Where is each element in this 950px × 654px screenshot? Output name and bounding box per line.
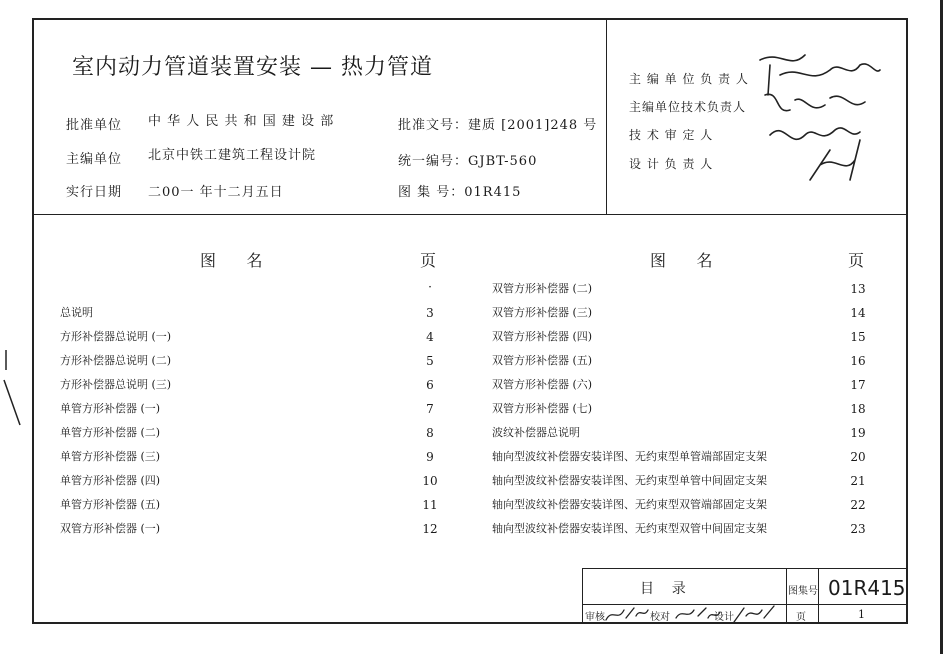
approval-doc: 批准文号：建质 [2001]248 号 — [398, 118, 598, 133]
list-item-page: 8 — [426, 426, 434, 440]
list-item: 双管方形补偿器 (四) — [492, 330, 593, 343]
list-item: 双管方形补偿器 (一) — [60, 522, 161, 535]
title-block-title: 目 录 — [640, 581, 686, 597]
list-item: 双管方形补偿器 (五) — [492, 354, 593, 367]
approving-unit-label: 批准单位 — [66, 118, 123, 133]
effective-date-value: 二00一 年十二月五日 — [148, 185, 284, 200]
title-block-divider — [786, 568, 787, 624]
list-item: 单管方形补偿器 (一) — [60, 402, 161, 415]
list-item-page: 7 — [426, 402, 434, 416]
list-item-page: 6 — [426, 378, 434, 392]
title-block-left-line — [582, 568, 583, 624]
margin-mark — [0, 350, 30, 430]
list-item: 双管方形补偿器 (七) — [492, 402, 593, 415]
list-item: 双管方形补偿器 (三) — [492, 306, 593, 319]
list-item-page: 13 — [850, 282, 866, 296]
title-block-divider — [818, 568, 819, 624]
list-item-page: 22 — [850, 498, 866, 512]
list-item: 轴向型波纹补偿器安装详图、无约束型单管端部固定支架 — [492, 450, 767, 463]
list-item-page: 15 — [850, 330, 866, 344]
editing-unit-label: 主编单位 — [66, 152, 123, 167]
handwritten-signatures — [750, 40, 890, 190]
list-item-page: 11 — [422, 498, 438, 512]
list-item-page: 19 — [850, 426, 866, 440]
list-item-page: 17 — [850, 378, 866, 392]
list-item: 方形补偿器总说明 (三) — [60, 378, 172, 391]
page-edge — [940, 0, 943, 654]
list-item-page: 16 — [850, 354, 866, 368]
page-title: 室内动力管道装置安装 — 热力管道 — [72, 55, 433, 80]
left-header-name: 图 名 — [200, 251, 263, 270]
list-item: 轴向型波纹补偿器安装详图、无约束型双管端部固定支架 — [492, 498, 767, 511]
list-item-page: 23 — [850, 522, 866, 536]
list-item: 波纹补偿器总说明 — [492, 426, 580, 439]
list-item-page: 20 — [850, 450, 866, 464]
responsible-line: 主 编 单 位 负 责 人 — [629, 72, 749, 86]
atlas-number: 图 集 号：01R415 — [398, 185, 522, 200]
header-divider — [32, 214, 908, 215]
design-label: 设计 — [714, 612, 734, 623]
list-item: 轴向型波纹补偿器安装详图、无约束型双管中间固定支架 — [492, 522, 767, 535]
title-block-signatures — [604, 604, 784, 624]
atlas-value: 01R415 — [828, 576, 906, 600]
list-item-page: 21 — [850, 474, 866, 488]
list-item-page: 4 — [426, 330, 434, 344]
responsible-line: 主编单位技术负责人 — [629, 100, 747, 114]
review-label: 审核 — [585, 612, 605, 623]
list-item: 方形补偿器总说明 (二) — [60, 354, 172, 367]
responsible-line: 技 术 审 定 人 — [629, 128, 714, 142]
list-item: 双管方形补偿器 (六) — [492, 378, 593, 391]
list-item-page: 18 — [850, 402, 866, 416]
list-item-page: · — [428, 280, 432, 294]
list-item-page: 10 — [422, 474, 438, 488]
responsible-line: 设 计 负 责 人 — [629, 157, 714, 171]
list-item: 轴向型波纹补偿器安装详图、无约束型单管中间固定支架 — [492, 474, 767, 487]
right-header-page: 页 — [848, 251, 865, 270]
header-vertical-divider — [606, 18, 607, 214]
unified-number: 统一编号：GJBT-560 — [398, 154, 538, 169]
check-label: 校对 — [650, 612, 670, 623]
list-item-page: 12 — [422, 522, 438, 536]
list-item: 双管方形补偿器 (二) — [492, 282, 593, 295]
list-item: 单管方形补偿器 (二) — [60, 426, 161, 439]
list-item-page: 14 — [850, 306, 866, 320]
approving-unit-value: 中 华 人 民 共 和 国 建 设 部 — [148, 114, 335, 129]
left-header-page: 页 — [420, 251, 437, 270]
page-value: 1 — [858, 608, 865, 621]
effective-date-label: 实行日期 — [66, 185, 123, 200]
title-block-top-line — [582, 568, 908, 569]
list-item: 单管方形补偿器 (四) — [60, 474, 161, 487]
list-item: 单管方形补偿器 (三) — [60, 450, 161, 463]
list-item: 方形补偿器总说明 (一) — [60, 330, 172, 343]
list-item-page: 3 — [426, 306, 434, 320]
list-item: 单管方形补偿器 (五) — [60, 498, 161, 511]
atlas-label: 图集号 — [788, 586, 818, 597]
list-item-page: 9 — [426, 450, 434, 464]
right-header-name: 图 名 — [650, 251, 713, 270]
list-item-page: 5 — [426, 354, 434, 368]
page-label: 页 — [796, 612, 806, 623]
editing-unit-value: 北京中铁工建筑工程设计院 — [148, 148, 317, 163]
list-item: 总说明 — [60, 306, 93, 319]
